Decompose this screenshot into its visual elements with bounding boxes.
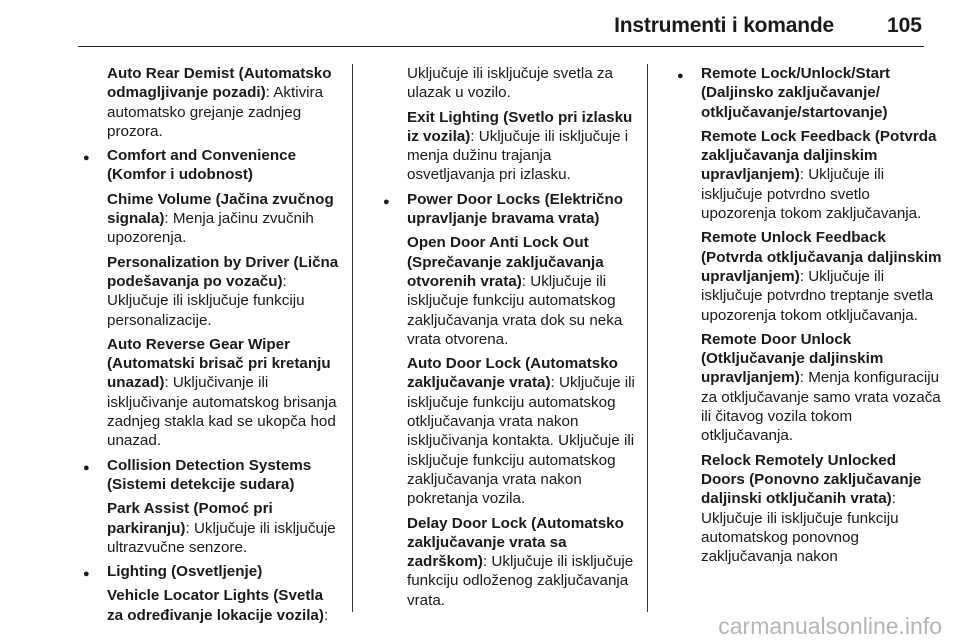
- bullet-heading: [383, 190, 642, 229]
- setting-name: Park Assist (Pomoć pri parkiranju): [107, 500, 273, 537]
- setting-name: Chime Volume (Jačina zvučnog signala): [107, 190, 334, 228]
- setting-name: Relock Remotely Unlocked Doors (Ponovno zaključavanje daljinski otključanih vrata): [701, 451, 922, 508]
- setting-description: : Menja konfiguraciju za otključavanje samo vrata vozača ili čitavog vozila tokom otključavanja.: [701, 369, 941, 445]
- bullet-icon: ●: [383, 195, 390, 208]
- setting-entry: [407, 108, 642, 185]
- setting-name: Auto Reverse Gear Wiper (Automatski brisač pri kretanju unazad): [107, 335, 331, 392]
- bullet-text: Lighting (Osvetljenje): [107, 563, 263, 581]
- setting-description: : Uključuje ili isključuje ultrazvučne senzore.: [107, 519, 336, 556]
- setting-description: : Menja jačinu zvučnih upozorenja.: [107, 210, 314, 247]
- setting-entry: [701, 127, 944, 223]
- bullet-heading: [677, 64, 944, 122]
- setting-name: Remote Lock Feedback (Potvrda zaključavanja daljinskim upravljanjem): [701, 127, 937, 184]
- setting-entry: [107, 335, 342, 451]
- setting-entry: [107, 64, 342, 141]
- setting-description: : Aktivira automatsko grejanje zadnjeg prozora.: [107, 84, 324, 140]
- setting-entry: [107, 586, 342, 625]
- bullet-heading: [83, 456, 342, 495]
- setting-description: : Uključuje ili isključuje funkciju automatskog ponovnog zaključavanja nakon: [701, 490, 899, 566]
- setting-description: : Uključuje ili isključuje funkciju automatskog zaključavanja vrata dok su neka vrata otvorena.: [407, 272, 623, 348]
- setting-description: :: [323, 606, 329, 624]
- setting-description: : Uključuje ili isključuje funkciju odloženog zaključavanja vrata.: [407, 553, 634, 609]
- setting-name: Vehicle Locator Lights (Svetla za određivanje lokacije vozila): [107, 587, 324, 624]
- bullet-text: Comfort and Convenience (Komfor i udobnost): [107, 147, 297, 184]
- setting-entry: [701, 228, 944, 324]
- column-left: [80, 64, 342, 630]
- bullet-text: Power Door Locks (Električno upravljanje bravama vrata): [407, 190, 624, 228]
- bullet-text: Remote Lock/Unlock/Start (Daljinsko zaključavanje/ otključavanje/startovanje): [701, 65, 891, 121]
- bullet-icon: ●: [83, 568, 90, 581]
- setting-name: Remote Door Unlock (Otključavanje daljinskim upravljanjem): [701, 330, 884, 387]
- setting-description: : Uključuje ili isključuje potvrdno treptanje svetla upozorenja tokom otključavanja.: [701, 267, 934, 324]
- bullet-heading: [83, 146, 342, 185]
- setting-description: : Uključuje ili isključuje funkciju automatskog otključavanja vrata nakon isključivanja kontakta. Uključuje ili isključuje funkciju automatskog zaključavanja vrata nakon pokretanja vozila.: [407, 374, 635, 508]
- setting-description: Uključuje ili isključuje svetla za ulazak u vozilo.: [407, 65, 613, 102]
- bullet-text: Collision Detection Systems (Sistemi detekcije sudara): [107, 456, 312, 493]
- bullet-icon: ●: [677, 70, 684, 82]
- page-header: [78, 0, 924, 47]
- watermark-text: carmanualsonline.info: [718, 613, 942, 639]
- setting-name: Auto Rear Demist (Automatsko odmagljivanje pozadi): [107, 65, 332, 102]
- setting-entry: [701, 451, 944, 567]
- setting-name: Personalization by Driver (Lična podešavanja po vozaču): [107, 253, 339, 290]
- column-divider: [352, 64, 353, 612]
- setting-name: Remote Unlock Feedback (Potvrda otključavanja daljinskim upravljanjem): [701, 229, 942, 285]
- column-middle: [380, 64, 642, 615]
- setting-description: : Uključivanje ili isključivanje automatskog brisanja zadnjeg stakla kad se ukopča hod unazad.: [107, 374, 337, 450]
- setting-name: Delay Door Lock (Automatsko zaključavanje vrata sa zadrškom): [407, 514, 624, 571]
- setting-entry: [407, 233, 642, 349]
- bullet-icon: ●: [83, 461, 90, 474]
- setting-description: : Uključuje ili isključuje funkciju personalizacije.: [107, 272, 305, 329]
- setting-name: Auto Door Lock (Automatsko zaključavanje vrata): [407, 355, 618, 392]
- bullet-heading: [83, 562, 342, 581]
- setting-entry: [701, 330, 944, 446]
- column-divider: [647, 64, 648, 612]
- page-number: 105: [886, 14, 922, 37]
- setting-entry: [107, 190, 342, 248]
- bullet-icon: ●: [83, 152, 90, 165]
- setting-entry: [107, 253, 342, 330]
- setting-description: : Uključuje ili isključuje potvrdno svetlo upozorenja tokom zaključavanja.: [701, 166, 922, 223]
- setting-name: Exit Lighting (Svetlo pri izlasku iz vozila): [407, 108, 633, 145]
- setting-description: : Uključuje ili isključuje i menja dužinu trajanja osvetljavanja pri izlasku.: [407, 127, 629, 184]
- section-title: Instrumenti i komande: [614, 14, 834, 37]
- setting-entry: [407, 64, 642, 103]
- setting-entry: [107, 499, 342, 557]
- setting-entry: [407, 354, 642, 508]
- column-right: [674, 64, 944, 571]
- setting-entry: [407, 514, 642, 610]
- setting-name: Open Door Anti Lock Out (Sprečavanje zaključavanja otvorenih vrata): [407, 234, 604, 290]
